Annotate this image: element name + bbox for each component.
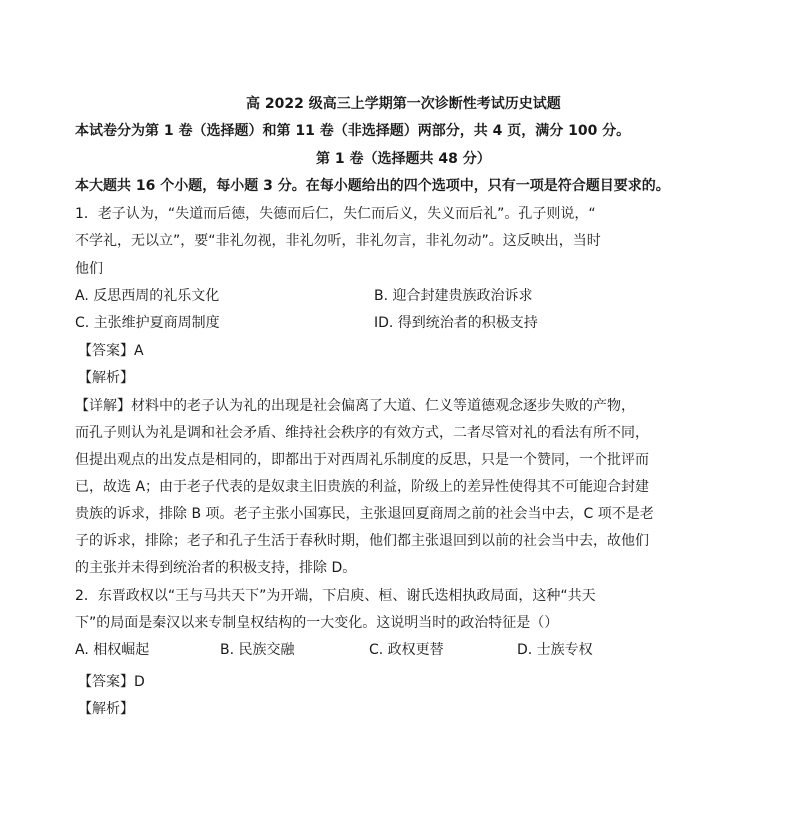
q1-stem-line: 不学礼，无以立”，要“非礼勿视，非礼勿听，非礼勿言，非礼勿动”。这反映出，当时 [75,233,601,249]
q1-detail-line: 【详解】材料中的老子认为礼的出现是社会偏离了大道、仁义等道德观念逐步失败的产物， [75,398,635,414]
q1-stem-line: 1．老子认为，“失道而后德，失德而后仁，失仁而后义，失义而后礼”。孔子则说，“ [75,206,596,222]
q1-detail-line: 子的诉求，排除；老子和孔子生活于春秋时期，他们都主张退回到以前的社会当中去，故他们 [75,533,649,549]
exam-intro: 本试卷分为第 1 卷（选择题）和第 11 卷（非选择题）两部分，共 4 页，满分 100 分。 [75,123,631,139]
q2-option-d: D. 士族专权 [517,642,593,658]
exam-title: 高 2022 级高三上学期第一次诊断性考试历史试题 [246,96,561,112]
q1-analysis-label: 【解析】 [78,370,134,386]
q1-answer: 【答案】A [78,343,144,359]
q1-option-c: C. 主张维护夏商周制度 [75,315,220,331]
q2-option-c: C. 政权更替 [369,642,444,658]
q1-option-d: ID. 得到统治者的积极支持 [374,315,538,331]
q1-detail-line: 已，故选 A；由于老子代表的是奴隶主旧贵族的利益，阶级上的差异性使得其不可能迎合封建 [75,479,650,495]
q1-stem-line: 他们 [75,261,103,277]
q2-option-b: B. 民族交融 [220,642,295,658]
q2-option-a: A. 相权崛起 [75,642,150,658]
q1-option-b: B. 迎合封建贵族政治诉求 [374,288,533,304]
q2-answer: 【答案】D [78,674,145,690]
q1-detail-line: 的主张并未得到统治者的积极支持，排除 D。 [75,560,357,576]
section-instructions: 本大题共 16 个小题，每小题 3 分。在每小题给出的四个选项中，只有一项是符合题目要求的。 [75,178,670,194]
q2-stem-line: 2．东晋政权以“王与马共天下”为开端，下启庾、桓、谢氏迭相执政局面，这种“共天 [75,588,596,604]
q2-stem-line: 下”的局面是秦汉以来专制皇权结构的一大变化。这说明当时的政治特征是（） [75,615,559,631]
q1-detail-line: 贵族的诉求，排除 B 项。老子主张小国寡民，主张退回夏商周之前的社会当中去，C 项不是老 [75,506,654,522]
q2-analysis-label: 【解析】 [78,701,134,717]
q1-detail-line: 但提出观点的出发点是相同的，即都出于对西周礼乐制度的反思，只是一个赞同，一个批评而 [75,452,649,468]
section-title: 第 1 卷（选择题共 48 分） [316,151,491,167]
q1-option-a: A. 反思西周的礼乐文化 [75,288,220,304]
q1-detail-line: 而孔子则认为礼是调和社会矛盾、维持社会秩序的有效方式，二者尽管对礼的看法有所不同， [75,425,649,441]
